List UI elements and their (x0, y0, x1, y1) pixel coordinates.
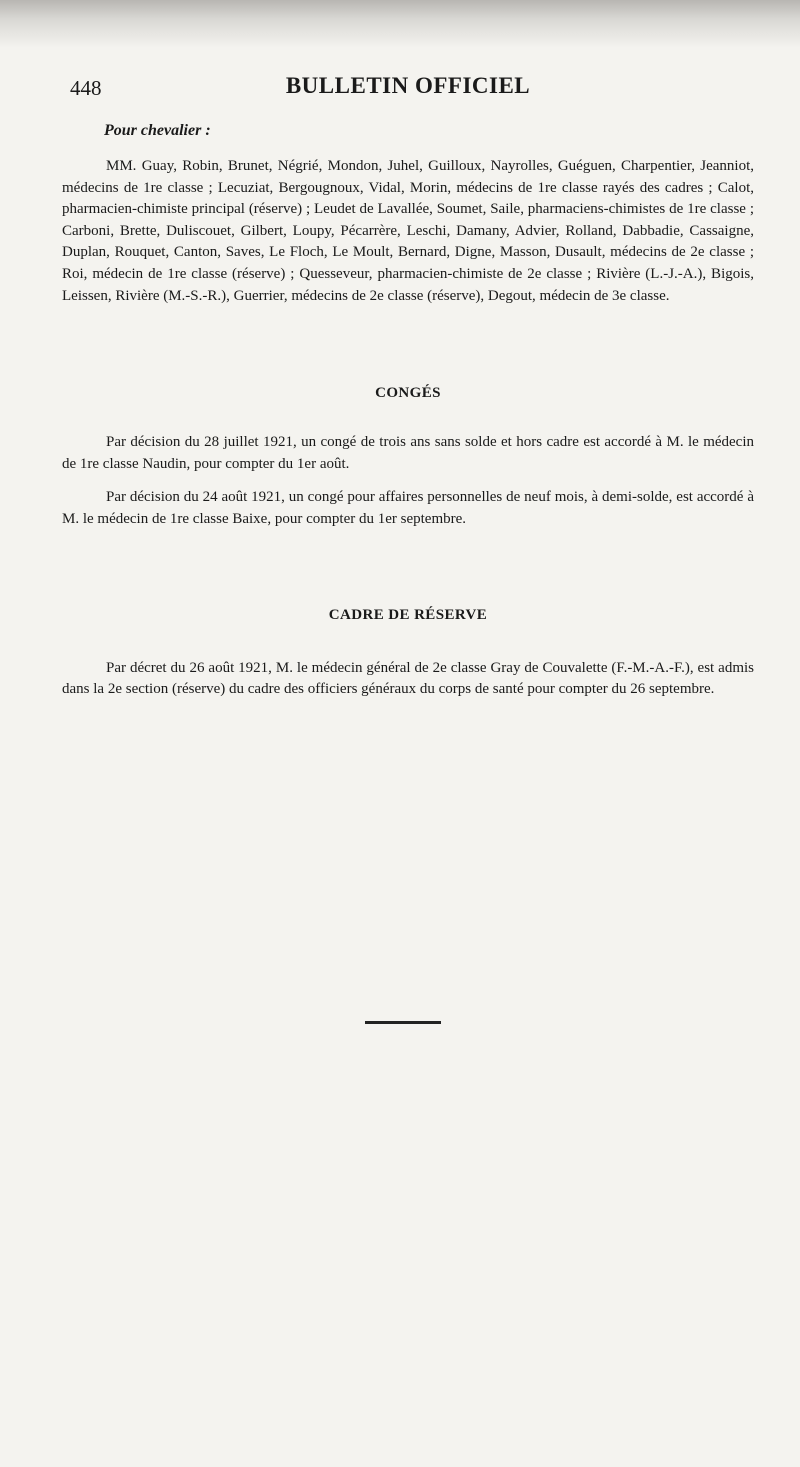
page-header (62, 70, 754, 106)
section-title-conges: CONGÉS (375, 385, 441, 402)
awards-paragraph: MM. Guay, Robin, Brunet, Négrié, Mondon, Juhel, Guilloux, Nayrolles, Guéguen, Charpentier, Jeanniot, médecins de 1re classe ; Lecuziat, Bergougnoux, Vidal, Morin, médecins de 1re classe rayés des cadres ; Calot, pharmacien-chimiste principal (réserve) ; Leudet de Lavallée, Soumet, Saile, pharmaciens-chimistes de 1re classe ; Carboni, Brette, Duliscouet, Gilbert, Loupy, Pécarrère, Leschi, Damany, Advier, Rolland, Dabbadie, Cassaigne, Duplan, Rouquet, Canton, Saves, Le Floch, Le Moult, Bernard, Digne, Masson, Dusault, médecins de 2e classe ; Roi, médecin de 1re classe (réserve) ; Quesseveur, pharmacien-chimiste de 2e classe ; Rivière (L.-J.-A.), Bigois, Leissen, Rivière (M.-S.-R.), Guerrier, médecins de 2e classe (réserve), Degout, médecin de 3e classe. (62, 158, 754, 304)
running-title: BULLETIN OFFICIEL (285, 73, 531, 98)
conges-paragraph-2: Par décision du 24 août 1921, un congé pour affaires personnelles de neuf mois, à demi-solde, est accordé à M. le médecin de 1re classe Baixe, pour compter du 1er septembre. (62, 489, 754, 527)
document-page (62, 70, 754, 701)
page-number: 448 (70, 76, 102, 100)
conges-paragraph-1: Par décision du 28 juillet 1921, un congé de trois ans sans solde et hors cadre est accordé à M. le médecin de 1re classe Naudin, pour compter du 1er août. (62, 434, 754, 472)
subheading: Pour chevalier : (104, 122, 211, 139)
scan-shadow (0, 0, 800, 48)
section-title-cadre-reserve: CADRE DE RÉSERVE (328, 606, 488, 623)
end-rule (365, 1021, 441, 1024)
cadre-paragraph-1: Par décret du 26 août 1921, M. le médecin général de 2e classe Gray de Couvalette (F.-M.-A.-F.), est admis dans la 2e section (réserve) du cadre des officiers généraux du corps de santé pour compter du 26 septembre. (62, 659, 754, 698)
